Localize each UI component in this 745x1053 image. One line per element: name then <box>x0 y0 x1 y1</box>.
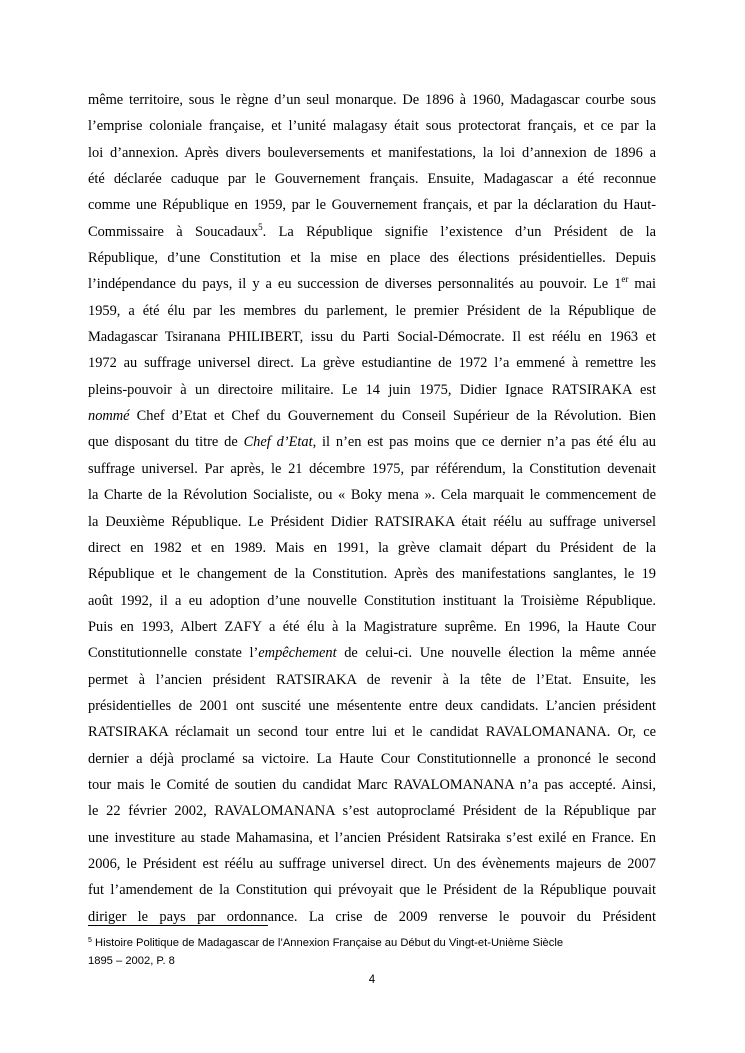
text-line <box>88 403 656 429</box>
footnote <box>88 935 668 970</box>
footnote-separator <box>88 925 268 926</box>
footnote-number: 5 <box>88 937 92 944</box>
text-line <box>88 271 656 297</box>
text-line: loi d’annexion. Après divers bouleversements et manifestations, la loi d’annexion de 1896 a <box>88 144 656 161</box>
text-line: Puis en 1993, Albert ZAFY a été élu à la Magistrature suprême. En 1996, la Haute Cour <box>88 618 656 635</box>
text-line: 1972 au suffrage universel direct. La grève estudiantine de 1972 l’a emmené à remettre les <box>88 355 656 372</box>
footnote-text: Histoire Politique de Madagascar de l’Annexion Française au Début du Vingt-et-Unième Siècle <box>91 937 564 949</box>
text-segment: Chef d’Etat et Chef du Gouvernement du Conseil Supérieur de la Révolution. Bien <box>129 408 656 425</box>
footnote-line: 1895 – 2002, P. 8 <box>88 955 175 967</box>
italic-text: empêchement <box>258 645 337 662</box>
text-line <box>88 429 656 455</box>
text-line: l’emprise coloniale française, et l’unité malagasy était sous protectorat français, et ce par la <box>88 118 656 135</box>
text-line: permet à l’ancien président RATSIRAKA de revenir à la tête de l’Etat. Ensuite, les <box>88 671 656 688</box>
text-line: la Deuxième République. Le Président Didier RATSIRAKA était réélu au suffrage universel <box>88 513 656 530</box>
text-segment: , il n’en est pas moins que ce dernier n’a pas été élu au <box>312 434 656 451</box>
body-paragraph <box>88 87 656 930</box>
text-line: la Charte de la Révolution Socialiste, ou « Boky mena ». Cela marquait le commencement de <box>88 487 656 504</box>
text-segment: mai <box>628 276 656 293</box>
text-line: suffrage universel. Par après, le 21 décembre 1975, par référendum, la Constitution devenait <box>88 460 656 477</box>
text-segment: que disposant du titre de <box>88 434 244 451</box>
page-number: 4 <box>368 974 376 986</box>
text-line <box>88 219 656 245</box>
footnote-line <box>88 935 668 953</box>
text-line: août 1992, il a eu adoption d’une nouvelle Constitution instituant la Troisième République. <box>88 592 656 609</box>
text-line: fut l’amendement de la Constitution qui prévoyait que le Président de la République pouvait <box>88 882 656 899</box>
text-line: comme une République en 1959, par le Gouvernement français, et par la déclaration du Haut- <box>88 197 656 214</box>
text-segment: de celui-ci. Une nouvelle élection la même année <box>336 645 656 662</box>
text-line: République, d’une Constitution et la mise en place des élections présidentielles. Depuis <box>88 250 656 267</box>
italic-text: nommé <box>88 408 130 425</box>
text-line: tour mais le Comité de soutien du candidat Marc RAVALOMANANA n’a pas accepté. Ainsi, <box>88 776 656 793</box>
text-line <box>88 640 656 666</box>
text-line: RATSIRAKA réclamait un second tour entre lui et le candidat RAVALOMANANA. Or, ce <box>88 724 656 741</box>
text-segment: Constitutionnelle constate l’ <box>88 645 259 662</box>
italic-text: Chef d’Etat <box>243 434 313 451</box>
text-line: le 22 février 2002, RAVALOMANANA s’est autoproclamé Président de la République par <box>88 803 656 820</box>
text-line: 2006, le Président est réélu au suffrage universel direct. Un des évènements majeurs de 2007 <box>88 855 656 872</box>
text-line: diriger le pays par ordonnance. La crise de 2009 renverse le pouvoir du Président <box>88 908 656 925</box>
text-line: présidentielles de 2001 ont suscité une mésentente entre deux candidats. L’ancien président <box>88 697 656 714</box>
text-line: une investiture au stade Mahamasina, et l’ancien Président Ratsiraka s’est exilé en France. En <box>88 829 656 846</box>
footnote-reference[interactable]: 5 <box>258 221 263 232</box>
ordinal-superscript: er <box>621 274 629 285</box>
text-segment: l’indépendance du pays, il y a eu succession de diverses personnalités au pouvoir. Le 1 <box>88 276 622 293</box>
text-line: République et le changement de la Constitution. Après des manifestations sanglantes, le 19 <box>88 566 656 583</box>
text-line: pleins-pouvoir à un directoire militaire. Le 14 juin 1975, Didier Ignace RATSIRAKA est <box>88 381 656 398</box>
text-line: même territoire, sous le règne d’un seul monarque. De 1896 à 1960, Madagascar courbe sous <box>88 92 656 108</box>
text-line: direct en 1982 et en 1989. Mais en 1991, la grève clamait départ du Président de la <box>88 539 656 556</box>
text-segment: Commissaire à Soucadaux <box>88 223 259 240</box>
text-line: dernier a déjà proclamé sa victoire. La Haute Cour Constitutionnelle a prononcé le second <box>88 750 656 767</box>
text-line: 1959, a été élu par les membres du parlement, le premier Président de la République de <box>88 302 656 319</box>
text-segment: . La République signifie l’existence d’un Président de la <box>262 223 656 240</box>
text-line: été déclarée caduque par le Gouvernement français. Ensuite, Madagascar a été reconnue <box>88 171 656 188</box>
text-line: Madagascar Tsiranana PHILIBERT, issu du Parti Social-Démocrate. Il est réélu en 1963 et <box>88 329 656 346</box>
